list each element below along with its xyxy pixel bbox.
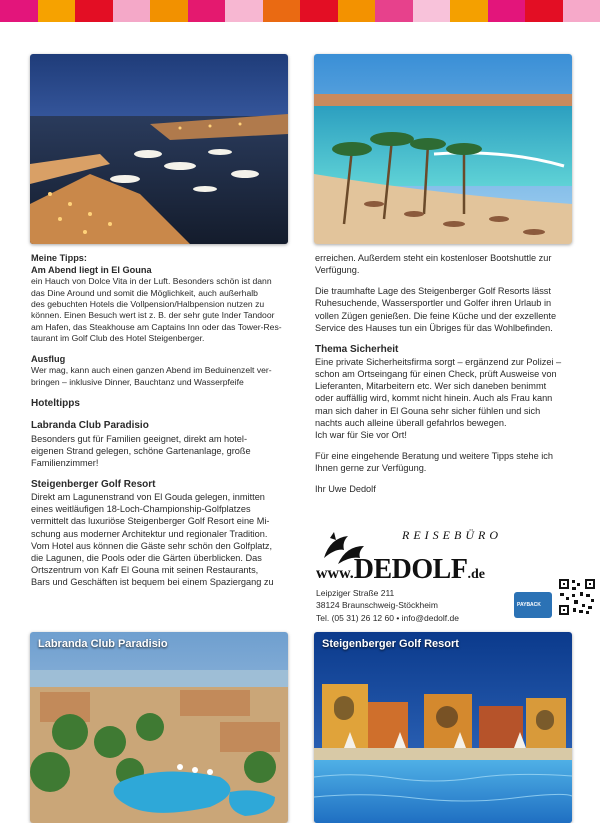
text-line: ein Hauch von Dolce Vita in der Luft. Besonders schön ist dann [31, 276, 272, 287]
address-block [316, 587, 459, 624]
text-line: Lieferanten, Mitarbeitern etc. Wer sich daneben benimmt [315, 381, 547, 392]
stripe-segment [450, 0, 488, 22]
text-line: nachts auch alleine überall gefahrlos bewegen. [315, 417, 507, 428]
sicherheit-paragraph [315, 356, 585, 441]
logo-tld: .de [467, 567, 485, 582]
sicherheit-heading: Thema Sicherheit [315, 343, 399, 355]
text-line: bringen – inklusive Dinner, Bauchtanz und Wasserpfeife [31, 376, 244, 387]
labranda-paragraph [31, 433, 297, 469]
text-line: erreichen. Außerdem steht ein kostenloser Bootshuttle zur [315, 253, 552, 263]
gouna-paragraph [31, 276, 297, 344]
ausflug-paragraph [31, 365, 297, 388]
steigenberger-resort-illustration [314, 632, 572, 823]
stripe-segment [300, 0, 338, 22]
tipps-heading: Meine Tipps: [31, 253, 87, 263]
text-line: Eine private Sicherheitsfirma sorgt – ergänzend zur Polizei – [315, 357, 562, 368]
text-line: taurant im Golf Club des Hotel Steigenberger. [31, 333, 205, 343]
logo-reiseburo: REISEBÜRO [402, 528, 502, 542]
text-line: oder auffällig wird, kommt nicht hinein. Auch als Frau kann [315, 393, 553, 404]
text-line: Wer mag, kann auch einen ganzen Abend im Beduinenzelt ver- [31, 365, 272, 376]
steigenberger-caption: Steigenberger Golf Resort [322, 638, 459, 650]
ausflug-heading: Ausflug [31, 354, 66, 365]
right-text-column [315, 252, 585, 495]
left-text-column [31, 252, 297, 588]
text-line: Ich war für Sie vor Ort! [315, 429, 407, 440]
stripe-segment [563, 0, 600, 22]
steigenberger-paragraph [31, 491, 297, 588]
stripe-segment [488, 0, 526, 22]
text-line: Für eine eingehende Beratung und weitere Tipps stehe ich [315, 451, 554, 462]
text-line: Direkt am Lagunenstrand von El Gouda gelegen, inmitten [31, 492, 265, 503]
lage-paragraph [315, 285, 585, 334]
address-city: 38124 Braunschweig-Stöckheim [316, 600, 438, 611]
address-street: Leipziger Straße 211 [316, 588, 395, 598]
text-line: Vom Hotel aus können die Gäste sehr schön den Golfplatz, [31, 540, 273, 551]
stripe-segment [413, 0, 451, 22]
stripe-segment [263, 0, 301, 22]
text-line: Service des Hauses tun ein Übriges für das Wohlbefinden. [315, 322, 553, 333]
text-line: vermittelt das luxuriöse Steigenberger Golf Resort eine Mi- [31, 516, 270, 527]
text-line: Besonders gut für Familien geeignet, direkt am hotel- [31, 433, 248, 444]
labranda-heading: Labranda Club Paradisio [31, 420, 149, 432]
labranda-caption: Labranda Club Paradisio [38, 638, 168, 650]
labranda-resort-illustration [30, 632, 288, 823]
stripe-segment [188, 0, 226, 22]
photo-marina-night [30, 54, 288, 244]
beratung-paragraph [315, 450, 585, 474]
logo-wordmark [316, 554, 485, 586]
stripe-segment [113, 0, 151, 22]
steigenberger-heading: Steigenberger Golf Resort [31, 478, 156, 490]
text-line: Ruhesuchende, Wassersportler und Golfer ihren Urlaub in [315, 298, 552, 309]
stripe-segment [75, 0, 113, 22]
color-stripe-header [0, 0, 600, 22]
stripe-segment [525, 0, 563, 22]
payback-badge [514, 592, 552, 618]
stripe-segment [0, 0, 38, 22]
logo-name: DEDOLF [353, 554, 468, 585]
text-line: Ortszentrum von Kafr El Gouna mit seinen Restaurants, [31, 565, 259, 575]
lagoon-day-illustration [314, 54, 572, 244]
text-line: des gebuchten Hotels die Vollpension/Halbpension nutzen zu [31, 298, 265, 309]
text-line: eines weitläufigen 18-Loch-Championship-Golfplatzes [31, 504, 251, 515]
dedolf-logo [316, 528, 516, 584]
stripe-segment [38, 0, 76, 22]
photo-lagoon-day [314, 54, 572, 244]
text-line: schung aus moderner Architektur und regionaler Tradition. [31, 528, 268, 539]
text-line: können. Einen Besuch wert ist z. B. der sehr gute Inder Tandoor [31, 310, 275, 321]
text-line: Die traumhafte Lage des Steigenberger Golf Resorts lässt [315, 286, 551, 297]
hoteltipps-heading: Hoteltipps [31, 398, 80, 410]
marina-night-illustration [30, 54, 288, 244]
logo-www: www. [316, 565, 354, 582]
stripe-segment [150, 0, 188, 22]
gouna-heading: Am Abend liegt in El Gouna [31, 265, 152, 276]
text-line: Familienzimmer! [31, 457, 99, 468]
stripe-segment [338, 0, 376, 22]
text-line: man sich daher in El Gouna sehr sicher fühlen und sich [315, 405, 541, 416]
photo-labranda [30, 632, 288, 823]
text-line: die Lagunen, die Pools oder die Gärten überblicken. Das [31, 552, 262, 563]
photo-steigenberger [314, 632, 572, 823]
text-line: vollen Zügen genießen. Die feine Küche und der exzellente [315, 310, 557, 321]
text-line: am Hafen, das Steakhouse am Captains Inn oder das Tower-Res- [31, 321, 282, 332]
text-line: schon am Ortseingang für einen Check, prüft Ausweise von [315, 369, 557, 380]
text-line: Verfügung. [315, 265, 360, 276]
text-line: Bars und Geschäften ist bequem bei einem Spaziergang zu [31, 577, 274, 588]
payback-label: PAYBACK [517, 602, 541, 608]
continuation-paragraph [315, 252, 585, 276]
text-line: eigenen Strand gelegen, schöne Gartenanlage, große [31, 445, 251, 456]
stripe-segment [375, 0, 413, 22]
address-contact: Tel. (05 31) 26 12 60 • info@dedolf.de [316, 612, 459, 623]
qr-code-icon [558, 578, 596, 616]
stripe-segment [225, 0, 263, 22]
text-line: das Dine Around und somit die Möglichkeit, auch außerhalb [31, 287, 258, 298]
text-line: Ihnen gerne zur Verfügung. [315, 463, 427, 474]
signature: Ihr Uwe Dedolf [315, 484, 376, 495]
